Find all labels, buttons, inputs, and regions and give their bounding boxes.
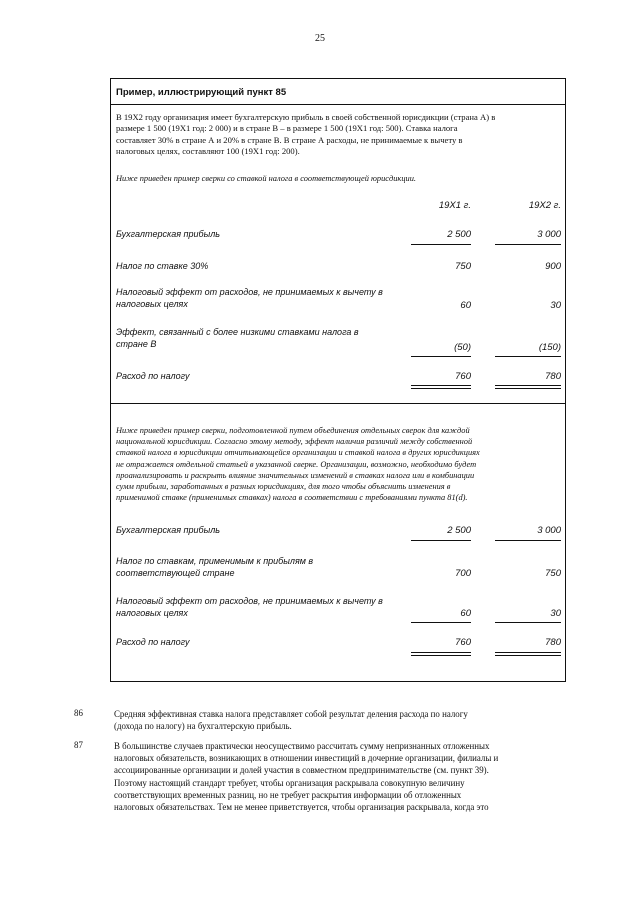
intro-line: составляет 30% в стране А и 20% в стране В. В стране А расходы, не принимаемые к вычету в xyxy=(116,134,463,145)
t1-value-19x2: 780 xyxy=(545,371,561,382)
subtotal-rule xyxy=(495,540,561,541)
t1-value-19x2: 3 000 xyxy=(537,229,561,240)
paragraph-87 xyxy=(114,740,566,813)
t2-value-19x2: 30 xyxy=(550,608,561,619)
label-line: соответствующей стране xyxy=(116,567,235,578)
note-line: не отражается отдельной статьей в указанной сверке. Организации, возможно, необходимо будет xyxy=(116,459,477,469)
t2-row-label: Бухгалтерская прибыль xyxy=(116,525,221,535)
paragraph-line: (дохода по налогу) на бухгалтерскую прибыль. xyxy=(114,721,292,732)
t2-value-19x2: 750 xyxy=(545,568,561,579)
paragraph-line: налоговых обязательствах. Тем не менее приветствуется, чтобы организация раскрывала, когда это xyxy=(114,802,489,813)
intro-line: размере 1 500 (19Х1 год: 2 000) и в стране В – в размере 1 500 (19Х1 год: 500). Ставка налога xyxy=(116,123,458,134)
label-line: стране В xyxy=(116,338,157,349)
note-line: национальной юрисдикции. Согласно этому методу, эффект наличия различий между собственной xyxy=(116,437,473,447)
total-double-rule xyxy=(411,385,471,389)
t2-value-19x1: 2 500 xyxy=(447,525,471,536)
paragraph-line: ассоциированные организации и долей участия в совместном предпринимательстве (см. пункт 39). xyxy=(114,765,489,776)
subtotal-rule xyxy=(495,244,561,245)
column-header-19x2: 19X2 г. xyxy=(528,200,561,211)
note-line: Ниже приведен пример сверки, подготовленной путем объединения отдельных сверок для каждой xyxy=(116,426,470,435)
page-number: 25 xyxy=(315,33,325,44)
t2-value-19x1: 760 xyxy=(455,637,471,648)
subtotal-rule xyxy=(411,622,471,623)
t1-value-19x1: 760 xyxy=(455,371,471,382)
subtotal-rule xyxy=(411,244,471,245)
t2-value-19x2: 3 000 xyxy=(537,525,561,536)
label-line: налоговых целях xyxy=(116,607,188,618)
paragraph-line: налоговых обязательств, возникающих в отношении инвестиций в дочерние организации, филиалы и xyxy=(114,753,499,764)
t1-value-19x1: 2 500 xyxy=(447,229,471,240)
t1-row-label: Бухгалтерская прибыль xyxy=(116,229,221,239)
paragraph-line: Средняя эффективная ставка налога представляет собой результат деления расхода по налогу xyxy=(114,709,468,719)
t1-row-label xyxy=(116,287,416,310)
note-reconciliation-2 xyxy=(116,425,562,503)
note-line: сумм прибыли, заработанных в разных юрисдикциях, для того чтобы объяснить изменения в xyxy=(116,482,451,492)
label-line: налоговых целях xyxy=(116,298,188,309)
t1-value-19x1: 60 xyxy=(460,300,471,311)
note-line: ставкой налога в юрисдикции отчитывающейся организации и ставкой налога в других юрисдикциях xyxy=(116,448,480,458)
example-title: Пример, иллюстрирующий пункт 85 xyxy=(111,79,565,105)
t2-value-19x1: 60 xyxy=(460,608,471,619)
paragraph-86 xyxy=(114,708,566,732)
t1-value-19x2: (150) xyxy=(538,342,561,353)
intro-line: налоговых целях, составляют 100 (19Х1 год: 200). xyxy=(116,146,300,157)
section-divider xyxy=(111,403,565,404)
label-line: Эффект, связанный с более низкими ставками налога в xyxy=(116,327,359,337)
t2-row-label xyxy=(116,556,416,579)
paragraph-line: Поэтому настоящий стандарт требует, чтобы организация раскрывала совокупную величину xyxy=(114,777,465,788)
t2-value-19x2: 780 xyxy=(545,637,561,648)
paragraph-number: 86 xyxy=(74,708,83,718)
t1-row-label xyxy=(116,327,416,350)
paragraph-line: соответствующих временных разниц, но не требует раскрытия информации об отложенных xyxy=(114,789,462,800)
total-double-rule xyxy=(495,652,561,656)
t2-row-label: Расход по налогу xyxy=(116,637,190,647)
intro-line: В 19Х2 году организация имеет бухгалтерскую прибыль в своей собственной юрисдикции (страна А) в xyxy=(116,112,496,122)
paragraph-number: 87 xyxy=(74,740,83,750)
column-header-19x1: 19X1 г. xyxy=(438,200,471,211)
subtotal-rule xyxy=(495,356,561,357)
subtotal-rule xyxy=(495,622,561,623)
total-double-rule xyxy=(495,385,561,389)
note-line: применимой ставке (применимых ставках) налога в соответствии с требованиями пункта 81(d). xyxy=(116,493,468,503)
t2-value-19x1: 700 xyxy=(455,568,471,579)
example-intro xyxy=(116,112,560,158)
t1-row-label: Расход по налогу xyxy=(116,371,190,381)
subtotal-rule xyxy=(411,540,471,541)
label-line: Налоговый эффект от расходов, не принимаемых к вычету в xyxy=(116,596,383,606)
example-box xyxy=(110,78,566,682)
label-line: Налог по ставкам, применимым к прибылям в xyxy=(116,556,314,566)
t1-value-19x1: 750 xyxy=(455,261,471,272)
note-line: проанализировать и раскрыть влияние значительных изменений в ставках налога или в комбинации xyxy=(116,470,475,480)
t1-value-19x1: (50) xyxy=(454,342,471,353)
total-double-rule xyxy=(411,652,471,656)
note-reconciliation-1: Ниже приведен пример сверки со ставкой налога в соответствующей юрисдикции. xyxy=(116,174,416,183)
paragraph-line: В большинстве случаев практически неосуществимо рассчитать сумму непризнанных отложенных xyxy=(114,741,490,751)
subtotal-rule xyxy=(411,356,471,357)
t1-value-19x2: 900 xyxy=(545,261,561,272)
t1-row-label: Налог по ставке 30% xyxy=(116,261,209,271)
t2-row-label xyxy=(116,596,416,619)
label-line: Налоговый эффект от расходов, не принимаемых к вычету в xyxy=(116,287,383,297)
t1-value-19x2: 30 xyxy=(550,300,561,311)
